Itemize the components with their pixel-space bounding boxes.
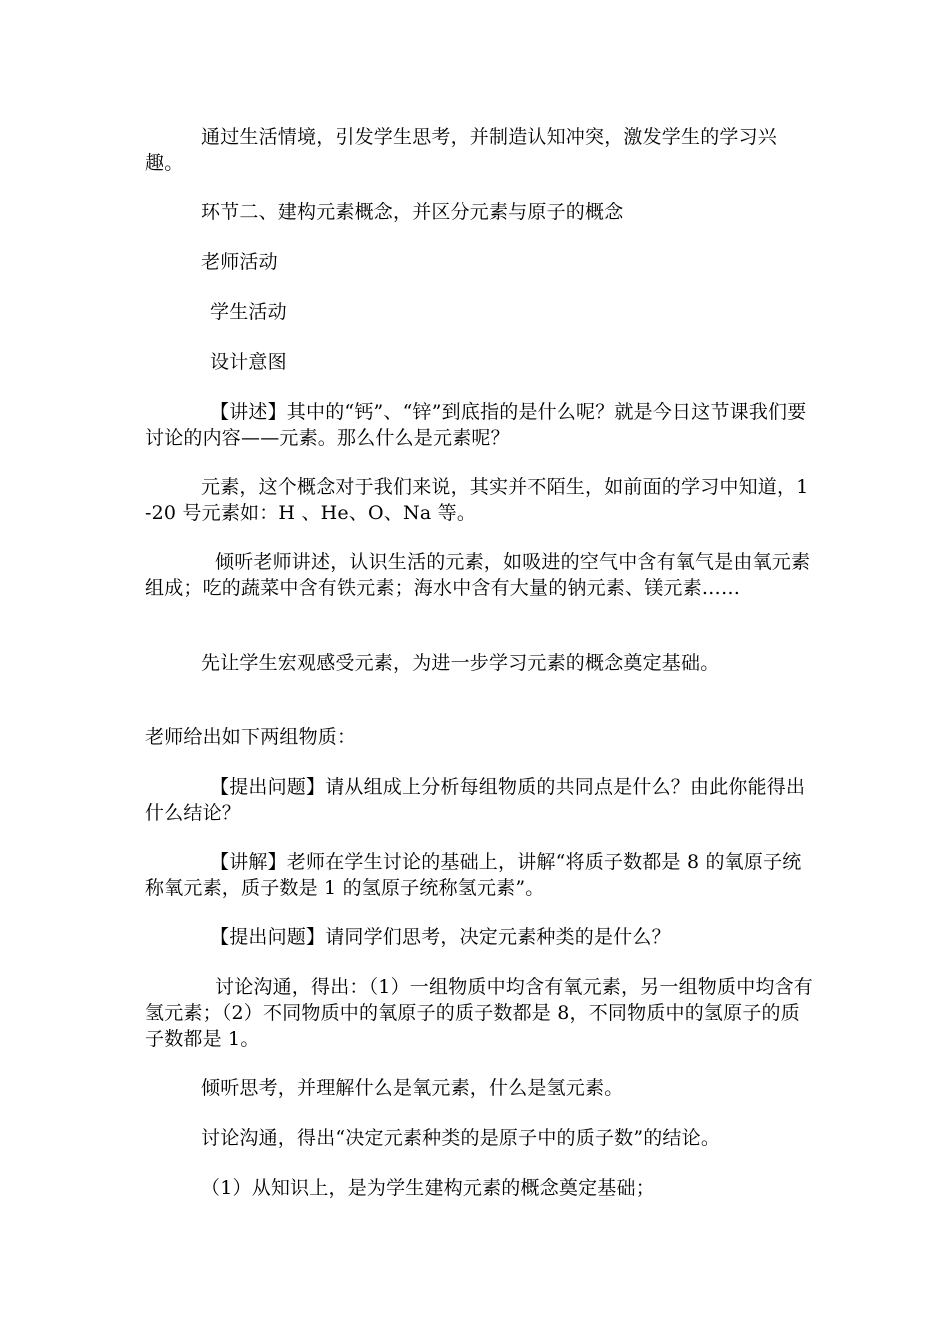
column-label-teacher-activity: 老师活动 <box>201 251 278 273</box>
paragraph-listen-think: 倾听思考，并理解什么是氧元素，什么是氢元素。 <box>201 1077 624 1099</box>
column-label-student-activity: 学生活动 <box>210 301 287 323</box>
paragraph-two-groups: 老师给出如下两组物质： <box>145 726 357 748</box>
paragraph-question-common-point: 【提出问题】请从组成上分析每组物质的共同点是什么？由此你能得出什么结论？ <box>145 776 806 824</box>
paragraph-narration-calcium-zinc: 【讲述】其中的“钙”、“锌”到底指的是什么呢？就是今日这节课我们要讨论的内容——元素。那么什么是元素呢？ <box>145 401 807 449</box>
paragraph-element-concept: 元素，这个概念对于我们来说，其实并不陌生，如前面的学习中知道，1-20 号元素如：H 、He、O、Na 等。 <box>145 476 809 524</box>
paragraph-intro-intent: 通过生活情境，引发学生思考，并制造认知冲突，激发学生的学习兴趣。 <box>145 126 778 174</box>
section-heading-stage-two: 环节二、建构元素概念，并区分元素与原子的概念 <box>201 201 624 223</box>
paragraph-question-element-type: 【提出问题】请同学们思考，决定元素种类的是什么？ <box>210 926 671 948</box>
paragraph-student-listening: 倾听老师讲述，认识生活的元素，如吸进的空气中含有氧气是由氧元素组成；吃的蔬菜中含有铁元素；海水中含有大量的钠元素、镁元素…… <box>145 551 811 599</box>
paragraph-explanation-proton: 【讲解】老师在学生讨论的基础上，讲解“将质子数都是 8 的氧原子统称氧元素，质子数是 1 的氢原子统称氢元素”。 <box>145 851 802 899</box>
column-label-design-intent: 设计意图 <box>210 351 287 373</box>
paragraph-macro-perception: 先让学生宏观感受元素，为进一步学习元素的概念奠定基础。 <box>201 652 720 674</box>
paragraph-knowledge-foundation: （1）从知识上，是为学生建构元素的概念奠定基础； <box>201 1177 655 1199</box>
paragraph-discussion-results: 讨论沟通，得出：（1）一组物质中均含有氧元素，另一组物质中均含有氢元素；（2）不同物质中的氧原子的质子数都是 8，不同物质中的氢原子的质子数都是 1。 <box>145 976 813 1050</box>
paragraph-conclusion-proton-number: 讨论沟通，得出“决定元素种类的是原子中的质子数”的结论。 <box>201 1127 721 1149</box>
